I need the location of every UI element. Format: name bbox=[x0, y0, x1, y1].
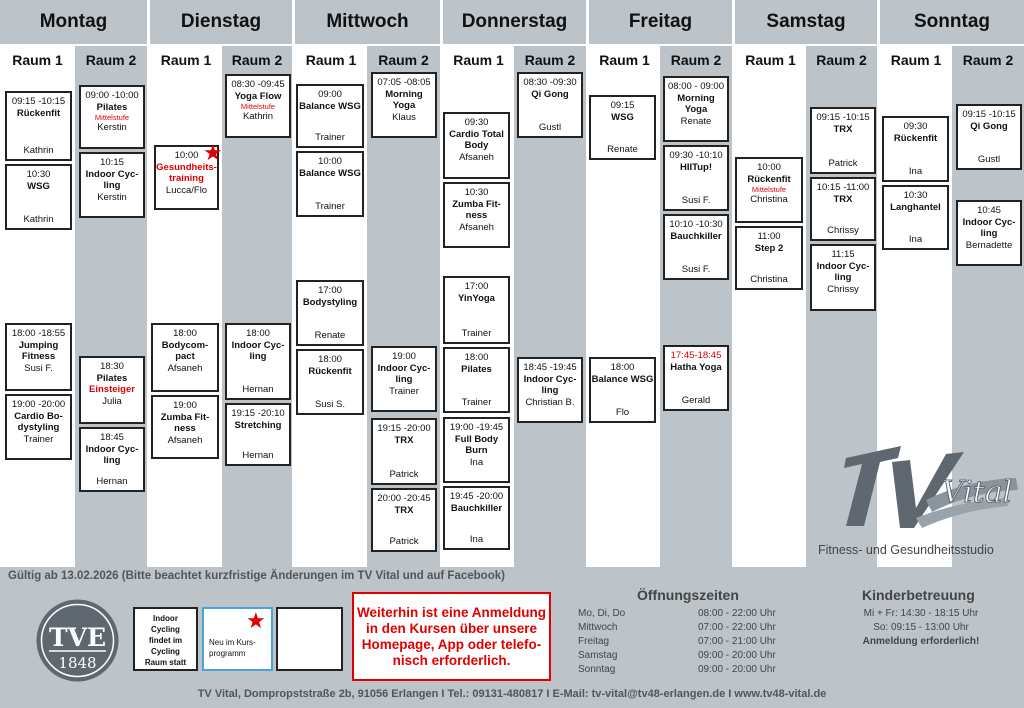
course-card bbox=[589, 95, 656, 160]
childcare-line: So: 09:15 - 13:00 Uhr bbox=[873, 622, 969, 633]
course-name: TRX bbox=[394, 504, 414, 516]
course-trainer: Trainer bbox=[315, 131, 345, 143]
course-card bbox=[517, 72, 583, 138]
course-name: Indoor Cyc- ling bbox=[85, 168, 139, 191]
course-trainer: Patrick bbox=[389, 535, 419, 547]
course-trainer: Bernadette bbox=[965, 239, 1013, 251]
course-name: Morning Yoga bbox=[385, 88, 423, 111]
course-trainer: Hernan bbox=[242, 449, 274, 461]
opening-time: 09:00 - 20:00 Uhr bbox=[698, 650, 776, 661]
room-header-1: Raum 1 bbox=[160, 52, 212, 68]
course-name: Stretching bbox=[234, 419, 282, 431]
opening-time: 09:00 - 20:00 Uhr bbox=[698, 664, 776, 675]
course-time: 18:00 bbox=[464, 352, 489, 363]
course-trainer: Gustl bbox=[538, 121, 562, 133]
course-name: Cardio Bo- dystyling bbox=[14, 410, 63, 433]
course-trainer: Susi F. bbox=[681, 263, 711, 275]
course-name: Rückenfit bbox=[747, 173, 791, 185]
course-trainer: Christian B. bbox=[525, 396, 575, 408]
course-time: 10:15 -11:00 bbox=[816, 182, 870, 193]
course-card bbox=[151, 323, 219, 392]
day-header-freitag: Freitag bbox=[589, 0, 732, 44]
course-time: 19:45 -20:00 bbox=[449, 491, 504, 502]
course-name: Yoga Flow bbox=[234, 90, 282, 102]
course-time: 10:00 bbox=[174, 150, 199, 161]
course-card bbox=[663, 214, 729, 280]
course-time: 10:00 bbox=[318, 156, 342, 167]
column-background bbox=[222, 74, 292, 567]
course-name: Balance WSG bbox=[299, 167, 361, 179]
course-trainer: Kerstin bbox=[97, 191, 127, 203]
room-header-1: Raum 1 bbox=[890, 52, 942, 68]
course-time: 19:15 -20:00 bbox=[377, 423, 431, 434]
course-card bbox=[956, 200, 1022, 266]
course-name: Zumba Fit- ness bbox=[160, 411, 210, 434]
course-name: WSG bbox=[611, 111, 634, 123]
new-star-icon: ★ bbox=[203, 140, 223, 165]
course-name: Rückenfit bbox=[308, 365, 352, 377]
opening-hours-title: Öffnungszeiten bbox=[637, 587, 739, 603]
course-card bbox=[5, 91, 72, 161]
room-header-2: Raum 2 bbox=[660, 46, 732, 74]
course-name: Bauchkiller bbox=[450, 502, 503, 514]
course-card bbox=[371, 488, 437, 552]
opening-time: 08:00 - 22:00 Uhr bbox=[698, 608, 776, 619]
course-level: Mittelstufe bbox=[240, 102, 276, 111]
course-card bbox=[5, 164, 72, 230]
tv-vital-logo bbox=[806, 440, 1024, 567]
opening-days: Samstag bbox=[578, 650, 618, 661]
course-name: TRX bbox=[833, 123, 853, 135]
course-card bbox=[5, 394, 72, 460]
course-time: 09:00 -10:00 bbox=[85, 90, 139, 101]
room-header-2: Raum 2 bbox=[514, 46, 586, 74]
tv-vital-subtitle: Fitness- und Gesundheitsstudio bbox=[818, 543, 994, 557]
course-card bbox=[663, 76, 729, 142]
course-name: Cardio Total Body bbox=[449, 128, 504, 151]
course-card bbox=[296, 280, 364, 346]
course-card bbox=[5, 323, 72, 391]
course-trainer: Renate bbox=[607, 143, 638, 155]
course-time: 09:15 bbox=[610, 100, 635, 111]
course-card bbox=[663, 345, 729, 411]
course-trainer: Christina bbox=[750, 273, 788, 285]
registration-note: Weiterhin ist eine Anmeldung in den Kursen über unsere Homepage, App oder telefo- nisch erforderlich. bbox=[352, 592, 551, 681]
course-name: WSG bbox=[27, 180, 50, 192]
day-header-dienstag: Dienstag bbox=[150, 0, 292, 44]
course-name: Indoor Cyc- ling bbox=[231, 339, 285, 362]
course-card bbox=[589, 357, 656, 423]
course-card bbox=[517, 357, 583, 423]
course-card bbox=[79, 427, 145, 492]
course-card bbox=[79, 85, 145, 149]
course-time: 11:00 bbox=[757, 231, 781, 242]
course-time: 08:00 - 09:00 bbox=[668, 81, 724, 92]
course-card bbox=[443, 276, 510, 344]
course-name: TRX bbox=[394, 434, 414, 446]
course-time: 10:10 -10:30 bbox=[669, 219, 723, 230]
course-trainer: Trainer bbox=[315, 200, 345, 212]
course-card bbox=[443, 182, 510, 248]
room-header-1: Raum 1 bbox=[453, 52, 504, 68]
course-card bbox=[371, 418, 437, 485]
course-time: 19:00 bbox=[392, 351, 416, 362]
course-trainer: Julia bbox=[102, 395, 122, 407]
course-card bbox=[296, 349, 364, 415]
course-card bbox=[79, 356, 145, 424]
course-card bbox=[371, 72, 437, 138]
course-time: 10:30 bbox=[903, 190, 928, 201]
course-name: Indoor Cyc- ling bbox=[816, 260, 870, 283]
course-name: Pilates bbox=[96, 101, 128, 113]
course-trainer: Gustl bbox=[977, 153, 1001, 165]
room-header-2: Raum 2 bbox=[952, 46, 1024, 74]
opening-days: Sonntag bbox=[578, 664, 616, 675]
course-trainer: Chrissy bbox=[827, 283, 859, 295]
course-time: 19:00 bbox=[173, 400, 197, 411]
course-trainer: Hernan bbox=[96, 475, 128, 487]
day-header-samstag: Samstag bbox=[735, 0, 877, 44]
course-trainer: Renate bbox=[314, 329, 346, 341]
course-name: Qi Gong bbox=[970, 120, 1008, 132]
course-trainer: Ina bbox=[469, 533, 484, 545]
room-header-2: Raum 2 bbox=[806, 46, 877, 74]
course-name: HIITup! bbox=[679, 161, 712, 173]
course-trainer: Lucca/Flo bbox=[165, 184, 208, 196]
course-name: Rückenfit bbox=[16, 107, 61, 119]
course-time: 08:30 -09:30 bbox=[523, 77, 577, 88]
course-card bbox=[810, 177, 876, 241]
day-header-donnerstag: Donnerstag bbox=[443, 0, 586, 44]
course-card bbox=[296, 151, 364, 217]
course-name: Pilates bbox=[96, 372, 128, 384]
course-card bbox=[225, 323, 291, 400]
course-trainer: Susi F. bbox=[681, 194, 711, 206]
course-time: 10:15 bbox=[100, 157, 124, 168]
course-name: Pilates bbox=[461, 363, 492, 375]
course-trainer: Patrick bbox=[828, 157, 858, 169]
course-card bbox=[956, 104, 1022, 170]
course-time: 08:30 -09:45 bbox=[231, 79, 285, 90]
course-time: 10:45 bbox=[977, 205, 1001, 216]
course-time: 17:00 bbox=[464, 281, 489, 292]
tv-vital-logo-graphic bbox=[806, 440, 1024, 545]
course-card bbox=[443, 347, 510, 413]
svg-text:1848: 1848 bbox=[58, 654, 97, 672]
course-time: 09:15 -10:15 bbox=[816, 112, 870, 123]
opening-days: Mo, Di, Do bbox=[578, 608, 626, 619]
room-header-1: Raum 1 bbox=[599, 52, 650, 68]
course-name: Qi Gong bbox=[531, 88, 569, 100]
new-star-icon: ★ bbox=[246, 608, 266, 633]
course-time: 09:15 -10:15 bbox=[962, 109, 1016, 120]
course-level: Einsteiger bbox=[89, 384, 135, 395]
day-header-montag: Montag bbox=[0, 0, 147, 44]
tve-logo bbox=[35, 598, 120, 683]
course-trainer: Patrick bbox=[389, 468, 419, 480]
course-time: 18:45 bbox=[100, 432, 124, 443]
day-header-sonntag: Sonntag bbox=[880, 0, 1024, 44]
course-time: 09:30 -10:10 bbox=[669, 150, 723, 161]
course-trainer: Klaus bbox=[392, 111, 416, 123]
course-time: 18:00 -18:55 bbox=[11, 328, 66, 339]
legend-empty bbox=[276, 607, 343, 671]
course-name: Full Body Burn bbox=[454, 433, 499, 456]
course-time: 18:00 bbox=[246, 328, 270, 339]
course-card bbox=[735, 157, 803, 223]
course-card bbox=[443, 417, 510, 483]
course-time: 18:30 bbox=[100, 361, 124, 372]
course-time: 18:45 -19:45 bbox=[523, 362, 577, 373]
opening-days: Mittwoch bbox=[578, 622, 618, 633]
course-name: Indoor Cyc- ling bbox=[85, 443, 139, 466]
course-name: Morning Yoga bbox=[677, 92, 715, 115]
course-trainer: Ina bbox=[908, 233, 923, 245]
course-trainer: Gerald bbox=[681, 394, 711, 406]
course-trainer: Kathrin bbox=[242, 111, 274, 122]
course-time: 19:15 -20:10 bbox=[231, 408, 285, 419]
course-time: 19:00 -20:00 bbox=[11, 399, 66, 410]
course-name: Indoor Cyc- ling bbox=[962, 216, 1016, 239]
course-name: Bodystyling bbox=[302, 296, 358, 308]
course-time: 10:30 bbox=[464, 187, 489, 198]
course-time: 18:00 bbox=[173, 328, 197, 339]
course-name: Bauchkiller bbox=[670, 230, 722, 242]
validity-note: Gültig ab 13.02.2026 (Bitte beachtet kurzfristige Änderungen im TV Vital und auf Facebook) bbox=[8, 570, 505, 582]
course-level: Mittelstufe bbox=[94, 113, 130, 122]
course-trainer: Susi S. bbox=[314, 398, 346, 410]
course-name: Balance WSG bbox=[591, 373, 654, 385]
course-time: 09:00 bbox=[318, 89, 342, 100]
room-header-1: Raum 1 bbox=[745, 52, 796, 68]
course-level: Mittelstufe bbox=[751, 185, 787, 194]
course-time: 10:30 bbox=[26, 169, 51, 180]
course-name: TRX bbox=[833, 193, 853, 205]
day-header-mittwoch: Mittwoch bbox=[295, 0, 440, 44]
course-name: Indoor Cyc- ling bbox=[523, 373, 577, 396]
room-header-2: Raum 2 bbox=[222, 46, 292, 74]
course-card bbox=[79, 152, 145, 218]
course-card bbox=[882, 185, 949, 250]
address-line: TV Vital, Dompropststraße 2b, 91056 Erlangen I Tel.: 09131-480817 I E-Mail: tv-vital@tv48-erlangen.de I www.tv48-vital.de bbox=[197, 688, 827, 700]
course-time: 07:05 -08:05 bbox=[377, 77, 431, 88]
course-card bbox=[225, 74, 291, 138]
course-card bbox=[371, 346, 437, 412]
tve-logo-graphic bbox=[35, 598, 120, 683]
course-trainer: Trainer bbox=[461, 396, 492, 408]
course-trainer: Kathrin bbox=[23, 144, 54, 156]
course-card bbox=[810, 107, 876, 174]
course-trainer: Ina bbox=[908, 165, 923, 177]
course-card bbox=[810, 244, 876, 311]
course-name: Jumping Fitness bbox=[18, 339, 59, 362]
course-trainer: Chrissy bbox=[827, 224, 859, 236]
course-time: 09:30 bbox=[903, 121, 928, 132]
opening-time: 07:00 - 21:00 Uhr bbox=[698, 636, 776, 647]
course-card bbox=[443, 112, 510, 179]
course-card bbox=[735, 226, 803, 290]
opening-days: Freitag bbox=[578, 636, 610, 647]
course-name: Bodycom- pact bbox=[161, 339, 209, 362]
course-time: 19:00 -19:45 bbox=[449, 422, 504, 433]
svg-text:Vital: Vital bbox=[942, 475, 1013, 510]
course-time: 09:15 -10:15 bbox=[11, 96, 66, 107]
course-name: Zumba Fit- ness bbox=[452, 198, 501, 221]
course-name: Rückenfit bbox=[893, 132, 938, 144]
course-time: 17:00 bbox=[318, 285, 342, 296]
course-name: Hatha Yoga bbox=[670, 361, 722, 373]
legend-new: Neu im Kurs- programm bbox=[202, 607, 273, 671]
course-time: 18:00 bbox=[318, 354, 342, 365]
course-name: Indoor Cyc- ling bbox=[377, 362, 431, 385]
legend-cycling: Indoor Cycling findet im Cycling Raum statt bbox=[133, 607, 198, 671]
childcare-line: Mi + Fr: 14:30 - 18:15 Uhr bbox=[863, 608, 979, 619]
course-trainer: Trainer bbox=[23, 433, 54, 445]
course-time: 18:00 bbox=[610, 362, 635, 373]
course-trainer: Renate bbox=[680, 115, 712, 127]
room-header-1: Raum 1 bbox=[12, 52, 63, 68]
course-time: 20:00 -20:45 bbox=[377, 493, 431, 504]
course-name: YinYoga bbox=[458, 292, 495, 304]
course-trainer: Afsaneh bbox=[459, 221, 494, 233]
course-trainer: Afsaneh bbox=[167, 362, 203, 374]
course-time: 10:00 bbox=[757, 162, 781, 173]
childcare-line: Anmeldung erforderlich! bbox=[862, 636, 980, 647]
course-trainer: Kerstin bbox=[97, 122, 127, 133]
course-trainer: Afsaneh bbox=[459, 151, 494, 163]
course-card bbox=[296, 84, 364, 148]
course-time: 09:30 bbox=[464, 117, 489, 128]
course-card bbox=[151, 395, 219, 459]
course-trainer: Trainer bbox=[389, 385, 419, 397]
childcare-title: Kinderbetreuung bbox=[862, 587, 975, 603]
room-header-2: Raum 2 bbox=[75, 46, 147, 74]
course-time: 17:45-18:45 bbox=[670, 350, 722, 361]
column-background bbox=[514, 74, 586, 567]
course-trainer: Afsaneh bbox=[167, 434, 203, 446]
svg-text:TVE: TVE bbox=[48, 623, 107, 652]
opening-time: 07:00 - 22:00 Uhr bbox=[698, 622, 776, 633]
room-header-1: Raum 1 bbox=[305, 52, 357, 68]
course-trainer: Ina bbox=[469, 456, 484, 468]
course-card bbox=[225, 403, 291, 466]
course-name: Gesundheits- training bbox=[156, 161, 217, 184]
course-trainer: Christina bbox=[750, 194, 788, 205]
room-header-2: Raum 2 bbox=[367, 46, 440, 74]
course-trainer: Hernan bbox=[242, 383, 274, 395]
course-time: 11:15 bbox=[831, 249, 855, 260]
course-trainer: Trainer bbox=[461, 327, 492, 339]
course-trainer: Kathrin bbox=[23, 213, 54, 225]
course-name: Balance WSG bbox=[299, 100, 361, 112]
course-name: Langhantel bbox=[890, 201, 941, 213]
course-name: Step 2 bbox=[754, 242, 784, 254]
course-trainer: Susi F. bbox=[24, 362, 53, 374]
course-card bbox=[443, 486, 510, 550]
course-card bbox=[663, 145, 729, 211]
course-card bbox=[882, 116, 949, 182]
course-trainer: Flo bbox=[615, 406, 630, 418]
